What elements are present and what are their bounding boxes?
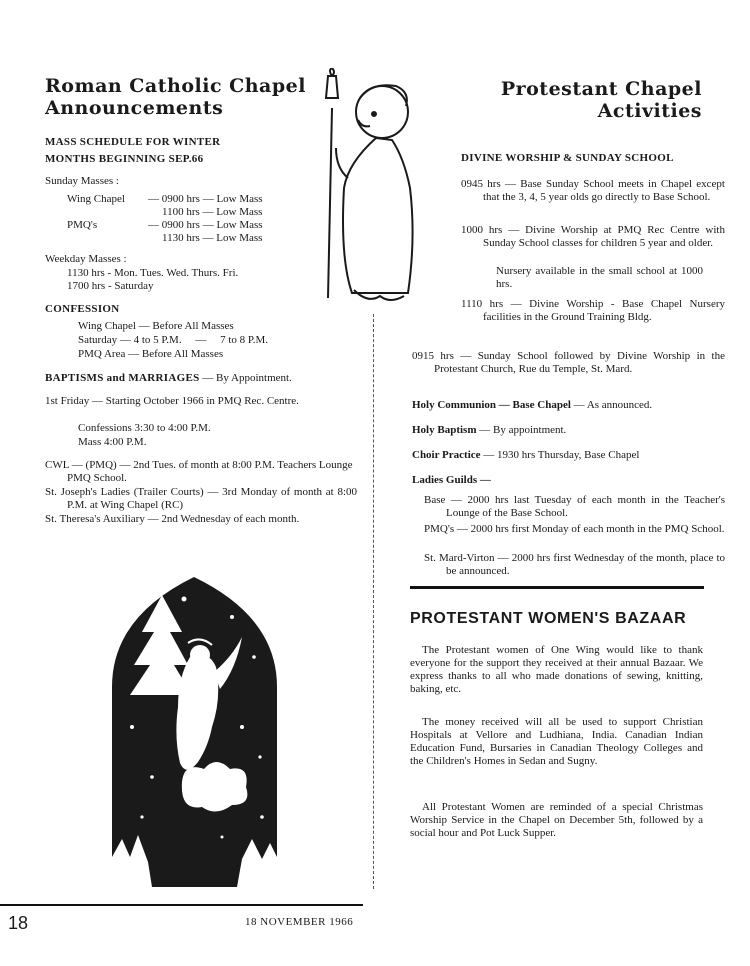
pmq-time-0900: — 0900 hrs — Low Mass xyxy=(148,219,263,231)
guild-pmq: PMQ's — 2000 hrs first Monday of each month in the PMQ School. xyxy=(424,523,725,535)
schedule-1110: 1110 hrs — Divine Worship - Base Chapel Nursery facilities in the Ground Training Bldg. xyxy=(461,298,725,323)
divine-worship-heading: DIVINE WORSHIP & SUNDAY SCHOOL xyxy=(461,152,674,164)
bazaar-paragraph-2: The money received will all be used to support Christian Hospitals at Vellore and Ludhiana, India. Canadian Indian Education Fund, Bursaries in Canadian Theology Colleges and the Children's Homes in Sedan and Sugny. xyxy=(410,716,703,767)
pmq-label: PMQ's xyxy=(67,219,98,231)
first-friday: 1st Friday — Starting October 1966 in PMQ Rec. Centre. xyxy=(45,395,299,407)
schedule-0945: 0945 hrs — Base Sunday School meets in Chapel except that the 3, 4, 5 year olds go directly to Base School. xyxy=(461,178,725,203)
weekday-time-1130: 1130 hrs - Mon. Tues. Wed. Thurs. Fri. xyxy=(67,267,239,279)
holy-communion-line xyxy=(412,399,652,412)
mass-time: Mass 4:00 P.M. xyxy=(78,436,147,448)
monk-with-candle-illustration xyxy=(318,68,430,308)
st-theresa-item: St. Theresa's Auxiliary — 2nd Wednesday of each month. xyxy=(45,513,300,525)
mass-schedule-heading-1: MASS SCHEDULE FOR WINTER xyxy=(45,136,221,148)
holy-communion-label: Holy Communion — Base Chapel xyxy=(412,399,571,411)
ladies-guilds-label: Ladies Guilds — xyxy=(412,474,491,486)
wing-time-1100: 1100 hrs — Low Mass xyxy=(162,206,263,218)
holy-baptism-label: Holy Baptism xyxy=(412,424,477,436)
st-josephs-item: St. Joseph's Ladies (Trailer Courts) — 3rd Monday of month at 8:00 P.M. at Wing Chapel (RC) xyxy=(45,486,357,511)
wing-chapel-label: Wing Chapel xyxy=(67,193,125,205)
confession-line-1: Wing Chapel — Before All Masses xyxy=(78,320,234,332)
choir-practice-line xyxy=(412,449,639,462)
angel-woodcut-illustration xyxy=(112,577,277,887)
confessions-time: Confessions 3:30 to 4:00 P.M. xyxy=(78,422,211,434)
nursery-note: Nursery available in the small school at 1000 hrs. xyxy=(496,265,703,290)
bazaar-paragraph-3: All Protestant Women are reminded of a special Christmas Worship Service in the Chapel on December 5th, followed by a social hour and Pot Luck Supper. xyxy=(410,801,703,839)
sunday-masses-label: Sunday Masses : xyxy=(45,175,119,187)
issue-date: 18 NOVEMBER 1966 xyxy=(245,916,354,928)
schedule-1000: 1000 hrs — Divine Worship at PMQ Rec Centre with Sunday School classes for children 5 year and older. xyxy=(461,224,725,249)
confession-heading: CONFESSION xyxy=(45,303,120,315)
guild-st-mard-virton: St. Mard-Virton — 2000 hrs first Wednesday of the month, place to be announced. xyxy=(424,552,725,577)
confession-line-2: Saturday — 4 to 5 P.M. — 7 to 8 P.M. xyxy=(78,334,269,346)
column-divider xyxy=(373,314,375,889)
holy-baptism-text: — By appointment. xyxy=(476,424,567,436)
choir-practice-text: — 1930 hrs Thursday, Base Chapel xyxy=(480,449,640,461)
confession-line-3: PMQ Area — Before All Masses xyxy=(78,348,224,360)
weekday-time-1700: 1700 hrs - Saturday xyxy=(67,280,154,292)
rc-chapel-title: Roman Catholic Chapel Announcements xyxy=(45,75,306,119)
pmq-time-1130: 1130 hrs — Low Mass xyxy=(162,232,263,244)
schedule-0915: 0915 hrs — Sunday School followed by Divine Worship in the Protestant Church, Rue du Temple, St. Mard. xyxy=(412,350,725,375)
baptisms-heading: BAPTISMS and MARRIAGES xyxy=(45,372,200,384)
weekday-masses-label: Weekday Masses : xyxy=(45,253,127,265)
holy-baptism-line xyxy=(412,424,566,437)
bazaar-heading: PROTESTANT WOMEN'S BAZAAR xyxy=(410,610,687,627)
bazaar-paragraph-1: The Protestant women of One Wing would like to thank everyone for the support they received at their annual Bazaar. We express thanks to all who made donations of sewing, knitting, baking, etc. xyxy=(410,644,703,695)
baptisms-line xyxy=(45,372,292,385)
baptisms-text: — By Appointment. xyxy=(199,372,292,384)
footer-rule xyxy=(0,904,363,906)
protestant-chapel-title: Protestant Chapel Activities xyxy=(500,78,702,122)
cwl-item: CWL — (PMQ) — 2nd Tues. of month at 8:00 P.M. Teachers Lounge PMQ School. xyxy=(45,459,353,484)
page-number: 18 xyxy=(8,913,29,933)
holy-communion-text: — As announced. xyxy=(570,399,653,411)
choir-practice-label: Choir Practice xyxy=(412,449,481,461)
mass-schedule-heading-2: MONTHS BEGINNING SEP.66 xyxy=(45,153,204,165)
wing-time-0900: — 0900 hrs — Low Mass xyxy=(148,193,263,205)
bazaar-top-rule xyxy=(410,586,704,589)
guild-base: Base — 2000 hrs last Tuesday of each month in the Teacher's Lounge of the Base School. xyxy=(424,494,725,519)
